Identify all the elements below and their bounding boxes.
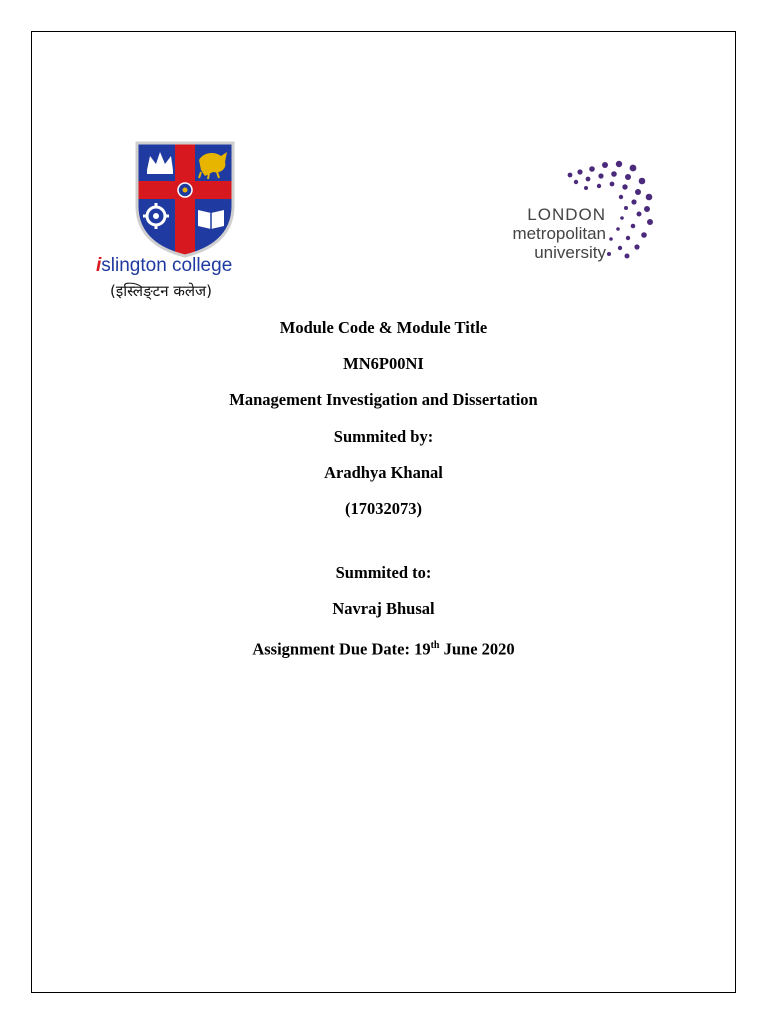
student-id: (17032073)	[345, 498, 422, 518]
lmu-line-3: university	[534, 243, 606, 262]
london-metropolitan-wordmark	[486, 205, 606, 262]
college-name-rest: slington college	[101, 255, 233, 276]
college-name-initial: i	[96, 255, 102, 276]
lmu-line-2: metropolitan	[512, 224, 606, 243]
due-date-label: Assignment Due Date: 19	[252, 639, 431, 658]
module-heading: Module Code & Module Title	[279, 318, 488, 337]
student-name: Aradhya Khanal	[324, 462, 443, 482]
teacher-name: Navraj Bhusal	[332, 599, 435, 619]
lmu-line-1: LONDON	[527, 205, 606, 224]
due-date-rest: June 2020	[439, 639, 515, 658]
due-date	[31, 632, 736, 668]
college-name-devanagari: (इस्लिङ्टन कलेज)	[110, 282, 212, 300]
submitted-by-label: Summited by:	[333, 426, 434, 446]
module-code: MN6P00NI	[343, 354, 424, 374]
module-title: Management Investigation and Dissertation	[229, 390, 538, 410]
college-name	[96, 255, 276, 277]
cover-details	[31, 314, 736, 668]
submitted-to-label: Summited to:	[335, 563, 432, 583]
due-date-suffix: th	[430, 639, 440, 651]
